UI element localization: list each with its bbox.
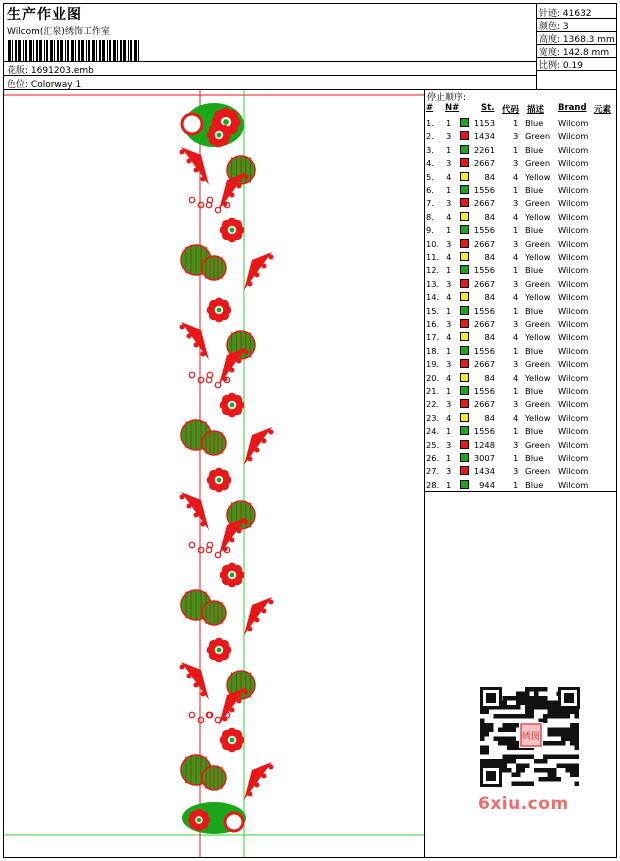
- row-code: 3: [513, 198, 519, 209]
- row-needle: 3: [446, 359, 452, 370]
- col-header-brand: Brand: [558, 103, 587, 113]
- watermark-site: 6xiu.com: [478, 794, 569, 814]
- row-needle: 1: [446, 305, 452, 316]
- table-row: [425, 171, 616, 184]
- row-stitches: 1556: [473, 225, 495, 236]
- table-row: [425, 224, 616, 237]
- stat-stitches: 针迹: 41632: [539, 9, 592, 19]
- row-num: 7.: [426, 198, 434, 209]
- row-code: 4: [513, 292, 519, 303]
- company-name: Wilcom(汇泉)绣饰工作室: [7, 27, 110, 37]
- row-num: 17.: [426, 332, 440, 343]
- table-row: [425, 278, 616, 291]
- table-row: [425, 372, 616, 385]
- design-file-value: 1691203.emb: [30, 66, 94, 76]
- stop-sequence-table: [425, 90, 616, 492]
- row-num: 27.: [426, 466, 440, 477]
- table-row: [425, 157, 616, 170]
- row-code: 1: [513, 426, 519, 437]
- row-brand: Wilcom: [558, 211, 589, 222]
- row-needle: 4: [446, 292, 452, 303]
- row-stitches: 2667: [473, 198, 495, 209]
- color-swatch: [460, 440, 469, 449]
- row-desc: Blue: [525, 386, 544, 396]
- row-num: 25.: [426, 439, 440, 450]
- row-needle: 3: [446, 439, 452, 450]
- production-sheet: [3, 3, 617, 858]
- table-row: [425, 264, 616, 277]
- colorway-value: Colorway 1: [30, 80, 82, 90]
- row-desc: Blue: [525, 265, 544, 276]
- row-needle: 3: [446, 158, 452, 169]
- col-header-desc: 描述: [527, 105, 545, 115]
- color-swatch: [460, 252, 469, 261]
- stats-panel: [537, 4, 616, 90]
- row-brand: Wilcom: [558, 144, 589, 155]
- table-row: [425, 184, 616, 197]
- row-brand: Wilcom: [558, 305, 589, 316]
- row-desc: Blue: [525, 144, 544, 155]
- row-needle: 3: [446, 319, 452, 329]
- row-code: 3: [513, 238, 519, 249]
- table-row: [425, 412, 616, 425]
- color-swatch: [460, 212, 469, 221]
- table-row: [425, 425, 616, 438]
- row-num: 26.: [426, 453, 440, 463]
- row-code: 3: [513, 399, 519, 410]
- row-desc: Green: [525, 198, 551, 209]
- row-stitches: 1153: [473, 118, 495, 128]
- row-code: 3: [513, 278, 519, 289]
- row-num: 2.: [426, 131, 434, 142]
- row-num: 24.: [426, 426, 440, 437]
- row-brand: Wilcom: [558, 426, 589, 437]
- row-desc: Green: [525, 359, 551, 370]
- row-brand: Wilcom: [558, 252, 589, 262]
- table-row: [425, 318, 616, 331]
- row-needle: 1: [446, 426, 452, 437]
- row-stitches: 1556: [473, 345, 495, 356]
- row-code: 3: [513, 439, 519, 450]
- row-brand: Wilcom: [558, 345, 589, 356]
- row-needle: 4: [446, 332, 452, 343]
- row-stitches: 1556: [473, 265, 495, 276]
- row-brand: Wilcom: [558, 185, 589, 195]
- row-desc: Blue: [525, 305, 544, 316]
- row-code: 1: [513, 185, 519, 195]
- row-stitches: 2667: [473, 359, 495, 370]
- row-desc: Blue: [525, 345, 544, 356]
- row-num: 20.: [426, 372, 440, 383]
- color-swatch: [460, 118, 469, 127]
- row-code: 4: [513, 372, 519, 383]
- row-brand: Wilcom: [558, 278, 589, 289]
- row-num: 1.: [426, 118, 434, 128]
- row-brand: Wilcom: [558, 158, 589, 169]
- color-swatch: [460, 319, 469, 328]
- divider: [4, 61, 537, 62]
- color-swatch: [460, 480, 469, 489]
- color-swatch: [460, 172, 469, 181]
- divider: [4, 75, 537, 76]
- color-swatch: [460, 265, 469, 274]
- row-num: 12.: [426, 265, 440, 276]
- page-title: 生产作业图: [7, 7, 82, 23]
- row-desc: Yellow: [525, 332, 551, 343]
- row-needle: 3: [446, 131, 452, 142]
- row-needle: 3: [446, 198, 452, 209]
- color-swatch: [460, 399, 469, 408]
- row-stitches: 1248: [473, 439, 495, 450]
- row-code: 1: [513, 479, 519, 490]
- color-swatch: [460, 413, 469, 422]
- row-brand: Wilcom: [558, 439, 589, 450]
- row-needle: 1: [446, 479, 452, 490]
- row-needle: 1: [446, 118, 452, 128]
- row-num: 14.: [426, 292, 440, 303]
- row-desc: Blue: [525, 453, 544, 463]
- colorway-label: 色位:: [7, 80, 29, 90]
- table-row: [425, 358, 616, 371]
- color-swatch: [460, 453, 469, 462]
- table-row: [425, 117, 616, 130]
- row-num: 10.: [426, 238, 440, 249]
- row-desc: Green: [525, 399, 551, 410]
- table-row: [425, 197, 616, 210]
- table-row: [425, 398, 616, 411]
- design-file-label: 花版:: [7, 66, 29, 76]
- row-stitches: 1434: [473, 466, 495, 477]
- table-row: [425, 439, 616, 452]
- row-needle: 1: [446, 225, 452, 236]
- row-code: 4: [513, 211, 519, 222]
- table-row: [425, 251, 616, 264]
- row-needle: 4: [446, 412, 452, 423]
- stat-colors: 颜色: 3: [539, 22, 569, 32]
- col-header-num: #: [426, 103, 434, 113]
- color-swatch: [460, 279, 469, 288]
- row-num: 16.: [426, 319, 440, 329]
- color-swatch: [460, 346, 469, 355]
- row-code: 4: [513, 171, 519, 182]
- table-row: [425, 331, 616, 344]
- row-code: 3: [513, 319, 519, 329]
- row-code: 1: [513, 118, 519, 128]
- color-swatch: [460, 386, 469, 395]
- row-needle: 3: [446, 466, 452, 477]
- row-desc: Yellow: [525, 292, 551, 303]
- row-desc: Yellow: [525, 211, 551, 222]
- row-brand: Wilcom: [558, 412, 589, 423]
- row-brand: Wilcom: [558, 466, 589, 477]
- row-code: 3: [513, 131, 519, 142]
- row-brand: Wilcom: [558, 292, 589, 303]
- col-header-element: 元素: [594, 105, 612, 115]
- row-stitches: 84: [484, 252, 495, 262]
- stop-sequence-title: 停止顺序:: [427, 93, 467, 103]
- row-stitches: 84: [484, 332, 495, 343]
- row-stitches: 2667: [473, 238, 495, 249]
- row-desc: Green: [525, 158, 551, 169]
- row-stitches: 2667: [473, 319, 495, 329]
- row-brand: Wilcom: [558, 453, 589, 463]
- row-brand: Wilcom: [558, 372, 589, 383]
- embroidery-pattern: [4, 90, 424, 857]
- row-desc: Yellow: [525, 412, 551, 423]
- row-needle: 1: [446, 345, 452, 356]
- row-desc: Blue: [525, 185, 544, 195]
- row-brand: Wilcom: [558, 225, 589, 236]
- row-num: 28.: [426, 479, 440, 490]
- row-stitches: 84: [484, 171, 495, 182]
- row-desc: Green: [525, 319, 551, 329]
- row-desc: Green: [525, 439, 551, 450]
- row-needle: 1: [446, 185, 452, 195]
- row-stitches: 3007: [473, 453, 495, 463]
- row-stitches: 84: [484, 292, 495, 303]
- row-needle: 1: [446, 453, 452, 463]
- col-header-stitches: St.: [481, 103, 495, 113]
- color-swatch: [460, 158, 469, 167]
- row-num: 21.: [426, 386, 440, 396]
- header-info: [4, 4, 537, 90]
- color-swatch: [460, 239, 469, 248]
- row-num: 3.: [426, 144, 434, 155]
- row-code: 1: [513, 225, 519, 236]
- row-num: 19.: [426, 359, 440, 370]
- table-row: [425, 130, 616, 143]
- row-code: 1: [513, 305, 519, 316]
- row-stitches: 1434: [473, 131, 495, 142]
- row-desc: Green: [525, 131, 551, 142]
- color-swatch: [460, 332, 469, 341]
- row-brand: Wilcom: [558, 319, 589, 329]
- row-num: 11.: [426, 252, 440, 262]
- row-brand: Wilcom: [558, 198, 589, 209]
- table-row: [425, 345, 616, 358]
- table-row: [425, 211, 616, 224]
- row-desc: Blue: [525, 225, 544, 236]
- stat-height: 高度: 1368.3 mm: [539, 35, 615, 45]
- row-code: 1: [513, 265, 519, 276]
- row-num: 22.: [426, 399, 440, 410]
- row-brand: Wilcom: [558, 171, 589, 182]
- row-brand: Wilcom: [558, 118, 589, 128]
- color-swatch: [460, 131, 469, 140]
- table-row: [425, 479, 616, 492]
- embroidery-design-preview: [4, 90, 425, 857]
- row-num: 15.: [426, 305, 440, 316]
- row-needle: 3: [446, 399, 452, 410]
- row-stitches: 84: [484, 412, 495, 423]
- row-stitches: 944: [479, 479, 495, 490]
- colorway-row: [7, 77, 81, 90]
- row-brand: Wilcom: [558, 399, 589, 410]
- row-stitches: 2261: [473, 144, 495, 155]
- row-num: 5.: [426, 171, 434, 182]
- color-swatch: [460, 198, 469, 207]
- row-num: 6.: [426, 185, 434, 195]
- col-header-code: 代码: [502, 105, 520, 115]
- row-needle: 4: [446, 171, 452, 182]
- row-num: 8.: [426, 211, 434, 222]
- stat-width: 宽度: 142.8 mm: [539, 48, 610, 58]
- row-needle: 4: [446, 211, 452, 222]
- row-code: 1: [513, 345, 519, 356]
- row-stitches: 2667: [473, 278, 495, 289]
- row-brand: Wilcom: [558, 238, 589, 249]
- color-swatch: [460, 373, 469, 382]
- color-swatch: [460, 145, 469, 154]
- row-needle: 1: [446, 144, 452, 155]
- row-desc: Yellow: [525, 171, 551, 182]
- row-num: 13.: [426, 278, 440, 289]
- row-needle: 4: [446, 252, 452, 262]
- col-header-needle: N#: [445, 103, 460, 113]
- row-brand: Wilcom: [558, 386, 589, 396]
- table-row: [425, 238, 616, 251]
- row-code: 4: [513, 412, 519, 423]
- row-brand: Wilcom: [558, 479, 589, 490]
- row-code: 1: [513, 453, 519, 463]
- row-desc: Yellow: [525, 372, 551, 383]
- row-num: 18.: [426, 345, 440, 356]
- row-needle: 4: [446, 372, 452, 383]
- table-row: [425, 305, 616, 318]
- color-swatch: [460, 426, 469, 435]
- qr-seal-text: 绣图: [521, 732, 541, 742]
- color-swatch: [460, 306, 469, 315]
- row-brand: Wilcom: [558, 131, 589, 142]
- row-desc: Blue: [525, 426, 544, 437]
- color-swatch: [460, 185, 469, 194]
- row-num: 9.: [426, 225, 434, 236]
- table-row: [425, 452, 616, 465]
- stat-scale: 比例: 0.19: [539, 61, 583, 71]
- color-swatch: [460, 225, 469, 234]
- barcode: [8, 40, 142, 62]
- row-stitches: 2667: [473, 399, 495, 410]
- row-desc: Yellow: [525, 252, 551, 262]
- row-code: 3: [513, 466, 519, 477]
- row-code: 4: [513, 252, 519, 262]
- row-code: 1: [513, 144, 519, 155]
- table-row: [425, 291, 616, 304]
- row-stitches: 84: [484, 211, 495, 222]
- color-swatch: [460, 359, 469, 368]
- row-stitches: 84: [484, 372, 495, 383]
- row-brand: Wilcom: [558, 332, 589, 343]
- row-needle: 1: [446, 265, 452, 276]
- row-stitches: 1556: [473, 426, 495, 437]
- table-row: [425, 144, 616, 157]
- color-swatch: [460, 466, 469, 475]
- row-code: 1: [513, 386, 519, 396]
- table-row: [425, 465, 616, 478]
- row-desc: Green: [525, 278, 551, 289]
- color-swatch: [460, 292, 469, 301]
- row-num: 4.: [426, 158, 434, 169]
- row-brand: Wilcom: [558, 359, 589, 370]
- row-stitches: 1556: [473, 386, 495, 396]
- table-row: [425, 385, 616, 398]
- row-num: 23.: [426, 412, 440, 423]
- row-code: 3: [513, 359, 519, 370]
- row-stitches: 2667: [473, 158, 495, 169]
- row-code: 4: [513, 332, 519, 343]
- row-code: 3: [513, 158, 519, 169]
- row-desc: Blue: [525, 118, 544, 128]
- row-needle: 3: [446, 278, 452, 289]
- row-needle: 1: [446, 386, 452, 396]
- row-desc: Green: [525, 466, 551, 477]
- row-desc: Green: [525, 238, 551, 249]
- row-needle: 3: [446, 238, 452, 249]
- row-desc: Blue: [525, 479, 544, 490]
- row-brand: Wilcom: [558, 265, 589, 276]
- row-stitches: 1556: [473, 305, 495, 316]
- row-stitches: 1556: [473, 185, 495, 195]
